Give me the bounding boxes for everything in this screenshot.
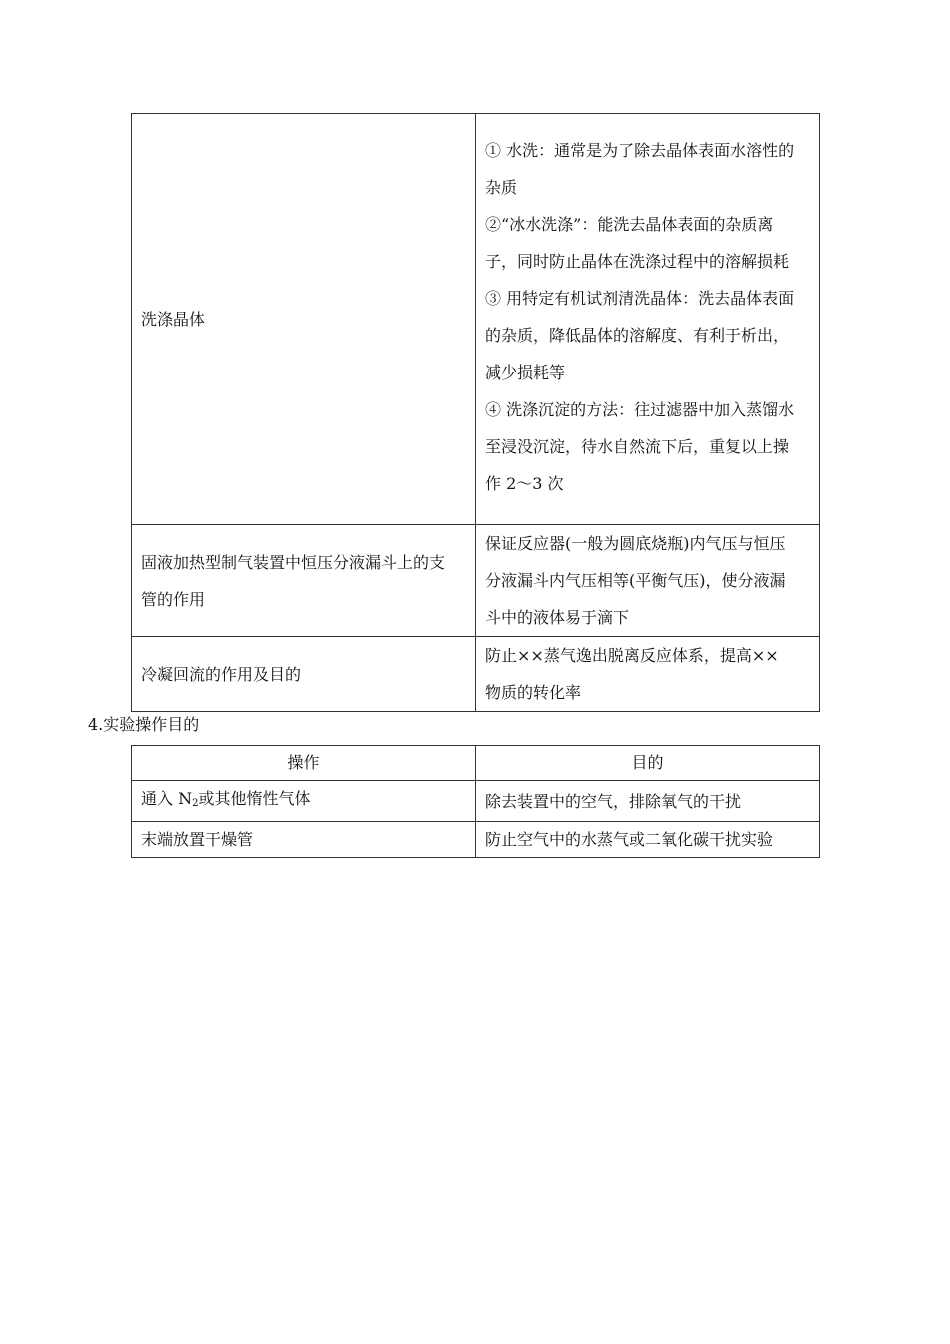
content-line: ④ 洗涤沉淀的方法：往过滤器中加入蒸馏水 [485,400,795,419]
top-table [131,113,820,712]
content-line: ③ 用特定有机试剂清洗晶体：洗去晶体表面 [485,289,795,308]
operation-cell [132,781,476,822]
operation-text: 或其他惰性气体 [198,789,311,808]
content-line: 防止××蒸气逸出脱离反应体系，提高×× [485,646,779,665]
row-label [132,637,476,712]
content-line: 保证反应器(一般为圆底烧瓶)内气压与恒压 [485,534,786,553]
column-header-purpose: 目的 [476,746,820,781]
content-line: 作 2～3 次 [485,474,564,493]
row-label-text: 洗涤晶体 [141,309,206,329]
content-line: 至浸没沉淀，待水自然流下后，重复以上操 [485,437,790,456]
table-header-row [132,746,820,781]
purpose-cell: 防止空气中的水蒸气或二氧化碳干扰实验 [476,822,820,858]
row-label [132,114,476,525]
content-line: 的杂质，降低晶体的溶解度、有利于析出， [485,326,790,345]
subscript: 2 [192,798,199,809]
table-row [132,637,820,712]
table-row [132,781,820,822]
operation-cell: 末端放置干燥管 [132,822,476,858]
content-line: ②“冰水洗涤”：能洗去晶体表面的杂质离 [485,215,774,234]
label-line: 固液加热型制气装置中恒压分液漏斗上的支 [141,552,446,572]
row-label [132,525,476,637]
row-content [476,525,820,637]
content-line: 物质的转化率 [485,683,582,702]
content-line: 斗中的液体易于滴下 [485,608,630,627]
table-row [132,822,820,858]
content-line: ① 水洗：通常是为了除去晶体表面水溶性的 [485,141,795,160]
row-content [476,114,820,525]
section-title: 4.实验操作目的 [88,715,200,734]
table-row [132,525,820,637]
table-row [132,114,820,525]
content-line: 子，同时防止晶体在洗涤过程中的溶解损耗 [485,252,790,271]
purpose-cell: 除去装置中的空气，排除氧气的干扰 [476,781,820,822]
row-content [476,637,820,712]
content-line: 减少损耗等 [485,363,566,382]
column-header-operation: 操作 [132,746,476,781]
content-line: 杂质 [485,178,518,197]
operation-table [131,745,820,858]
row-label-text: 冷凝回流的作用及目的 [141,664,302,684]
content-line: 分液漏斗内气压相等(平衡气压)，使分液漏 [485,571,786,590]
label-line: 管的作用 [141,589,206,609]
operation-text: 通入 N [141,789,193,808]
